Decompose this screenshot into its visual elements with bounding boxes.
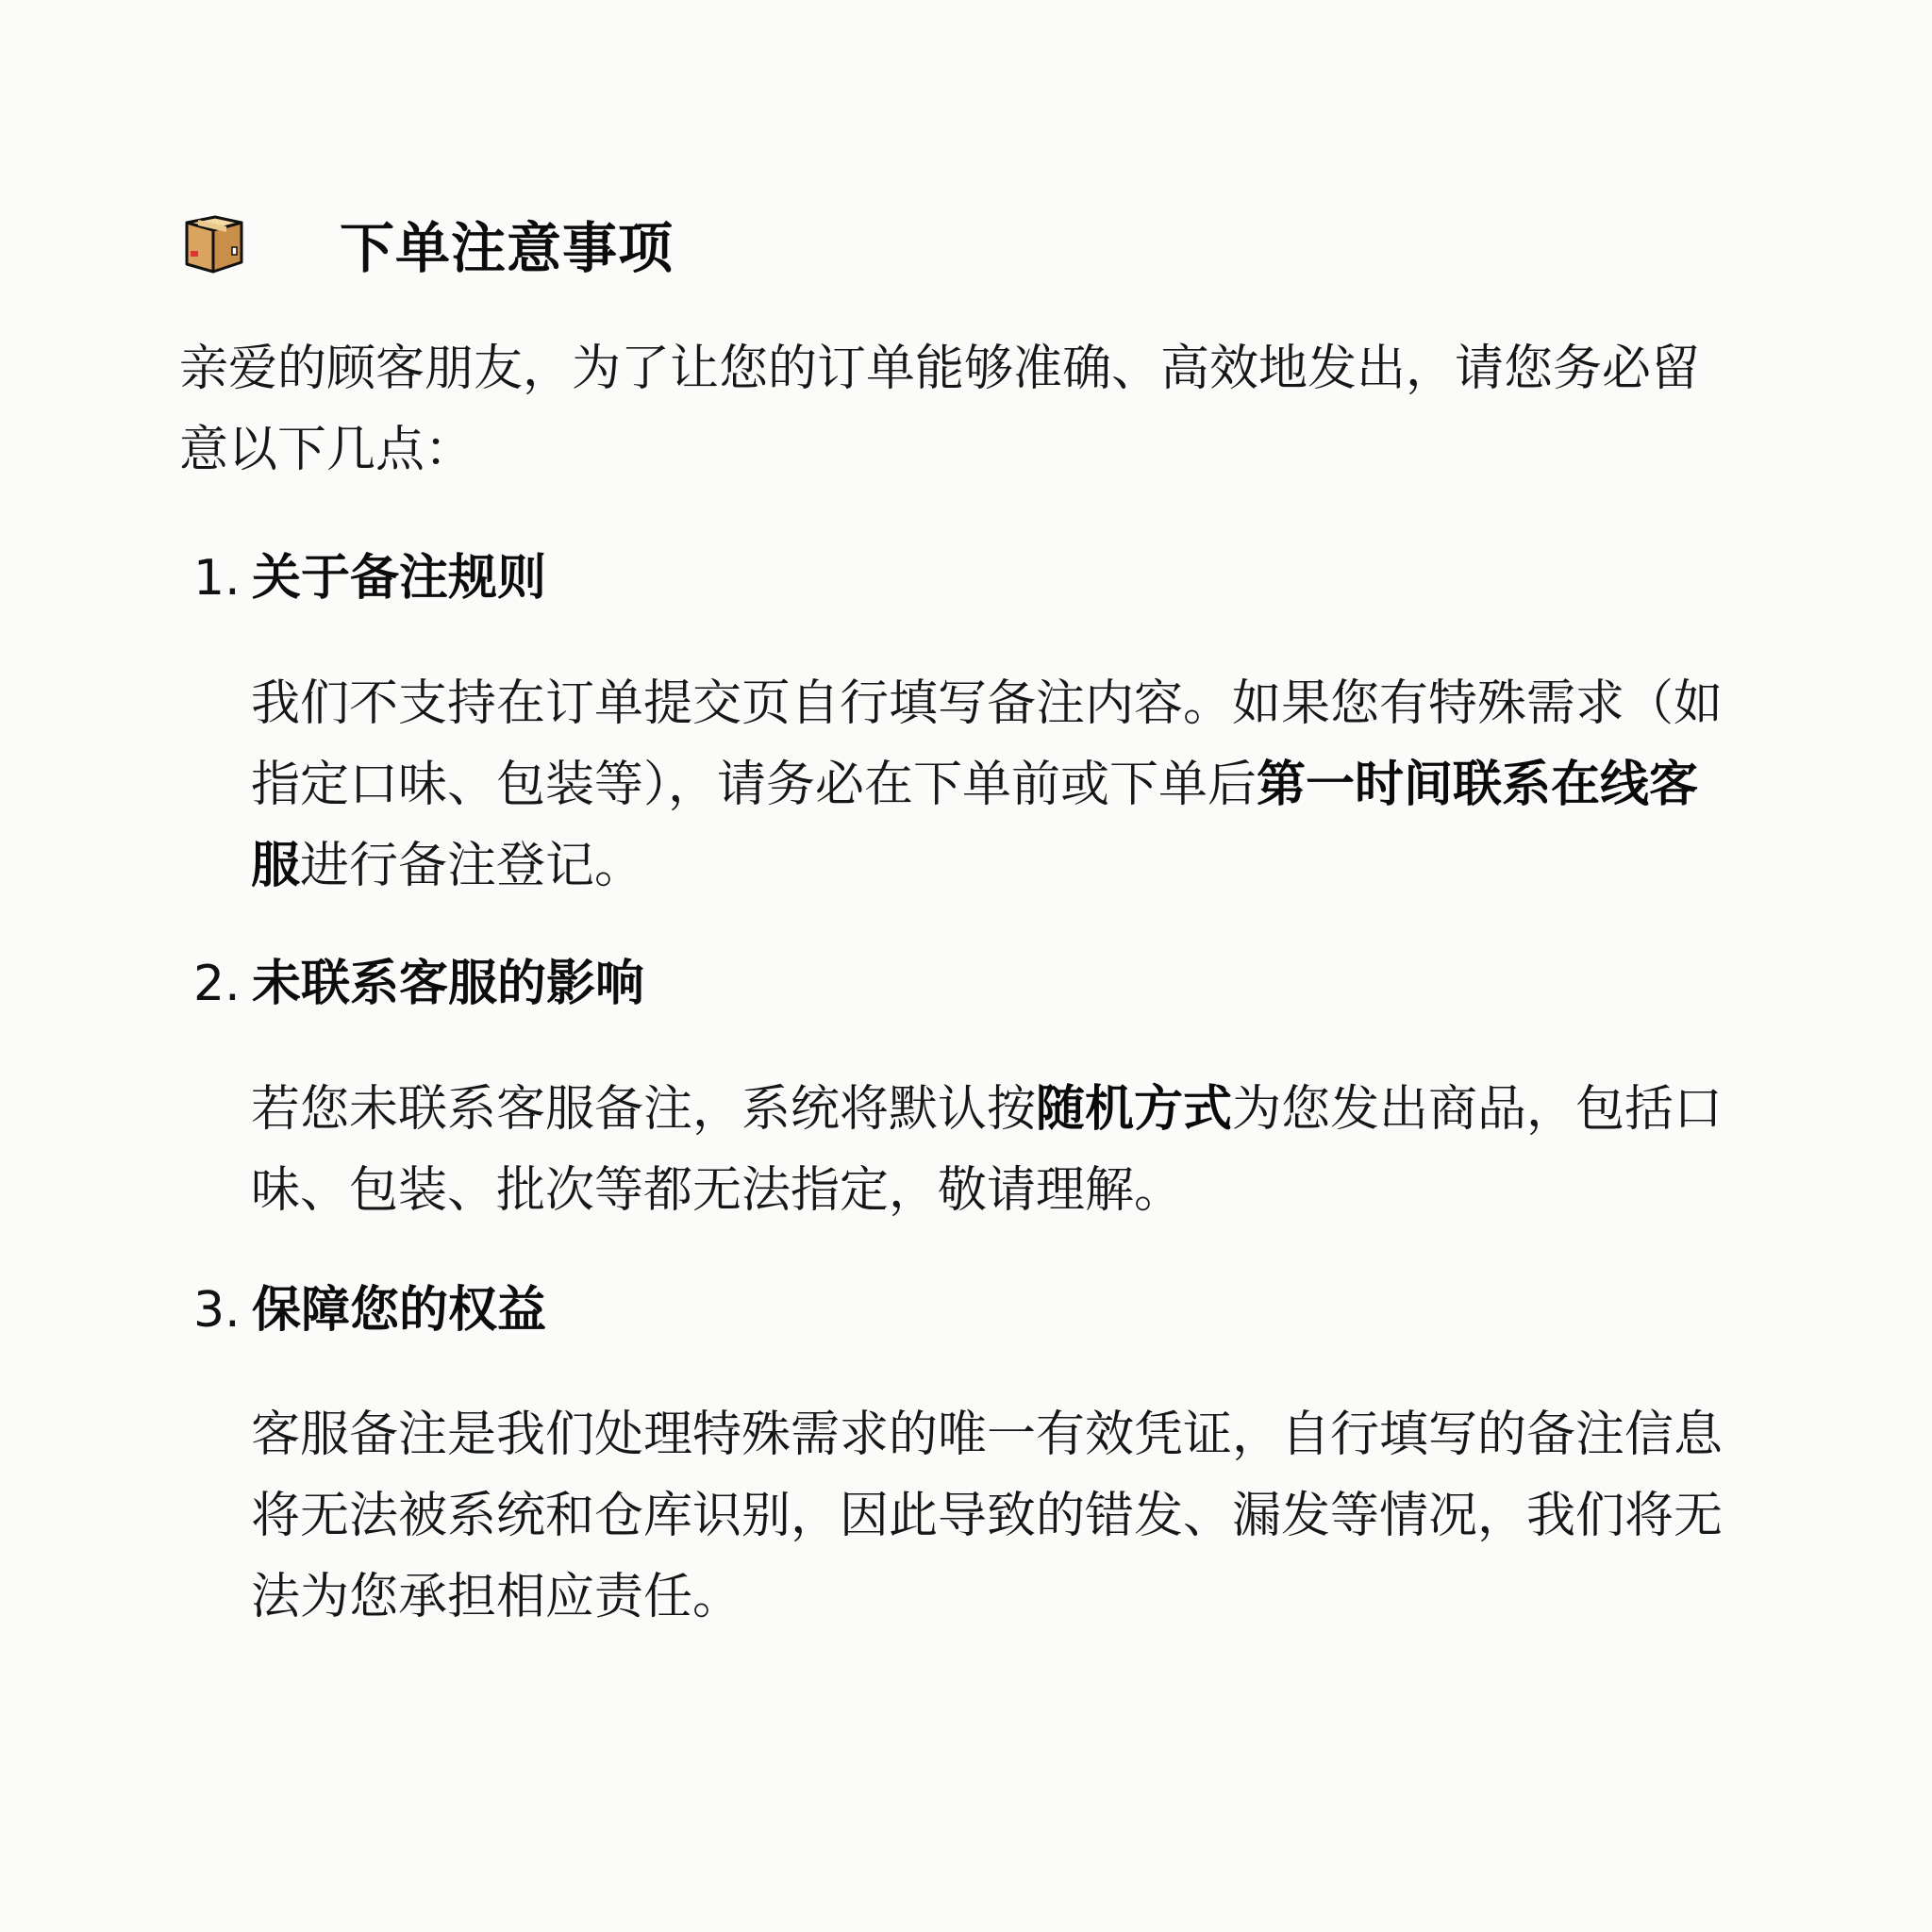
title-row <box>179 206 674 281</box>
section-heading-rights-protection <box>193 1270 546 1341</box>
body-text: 若您未联系客服备注，系统将默认按 <box>251 1081 1037 1138</box>
package-box-icon <box>179 209 247 277</box>
section-number: 3. <box>193 1282 241 1339</box>
section-body-rights-protection <box>251 1394 1741 1638</box>
section-heading-no-contact-impact <box>193 943 644 1014</box>
section-number: 1. <box>193 550 241 607</box>
body-text: 客服备注是我们处理特殊需求的唯一有效凭证，自行填写的备注信息将无法被系统和仓库识别，因此导致的错发、漏发等情况，我们将无法为您承担相应责任。 <box>251 1407 1724 1625</box>
section-title: 关于备注规则 <box>252 550 547 607</box>
section-body-remark-rules <box>251 663 1741 907</box>
emphasis-text: 第一时间联系在线客服 <box>251 757 1699 894</box>
body-text: 我们不支持在订单提交页自行填写备注内容。如果您有特殊需求（如指定口味、包装等），请务必在下单前或下单后 <box>251 675 1724 813</box>
section-heading-remark-rules <box>193 538 546 608</box>
page-title: 下单注意事项 <box>340 216 675 280</box>
section-title: 未联系客服的影响 <box>252 956 645 1012</box>
emphasis-text: 随机方式 <box>1036 1081 1233 1138</box>
intro-paragraph: 亲爱的顾客朋友，为了让您的订单能够准确、高效地发出，请您务必留意以下几点： <box>179 341 1701 478</box>
section-title: 保障您的权益 <box>252 1282 547 1339</box>
body-text: 为您发出商品，包括口味、包装、批次等都无法指定，敬请理解。 <box>251 1081 1724 1219</box>
section-number: 2. <box>193 956 241 1012</box>
section-body-no-contact-impact <box>251 1069 1741 1231</box>
body-text: 进行备注登记。 <box>300 838 644 894</box>
